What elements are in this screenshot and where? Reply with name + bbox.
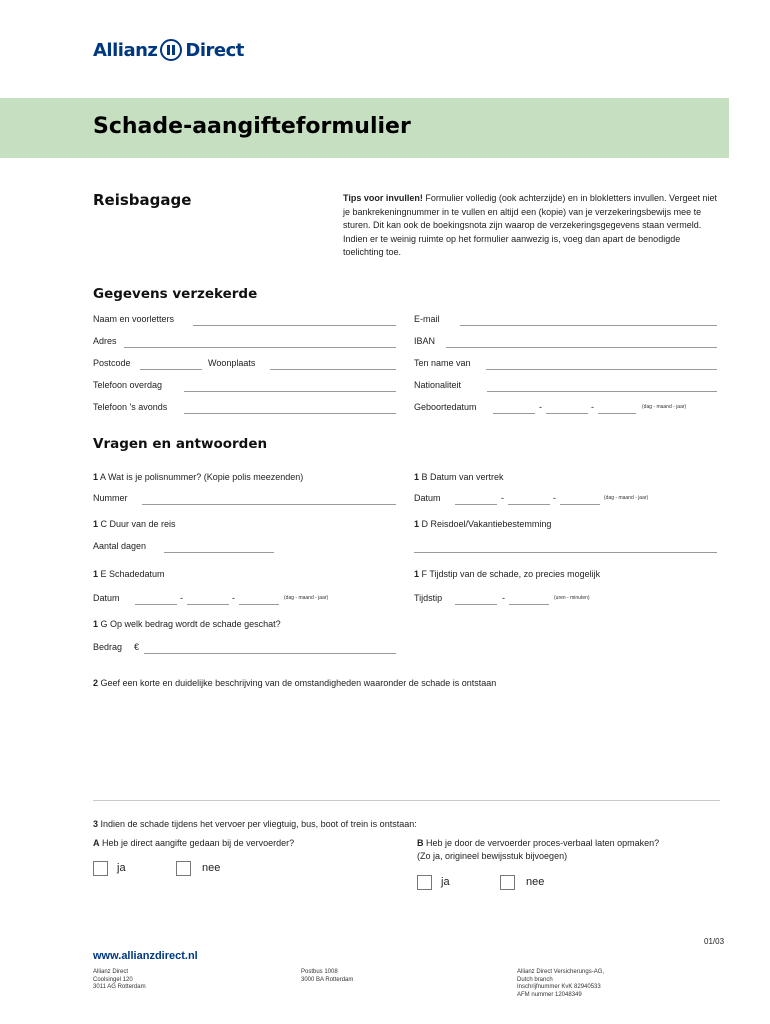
footer-line: 3000 BA Rotterdam (301, 976, 354, 983)
question-number: 1 (414, 472, 420, 482)
q3a-no-label: nee (202, 862, 221, 874)
page-title: Schade-aangifteformulier (93, 114, 411, 139)
footer-address (93, 969, 146, 992)
question-number: 1 (93, 519, 99, 529)
days-field[interactable] (164, 552, 274, 553)
footer-line: AFM nummer 12048349 (517, 991, 582, 998)
address-field[interactable] (124, 347, 396, 348)
time-separator: - (502, 593, 505, 603)
insured-heading: Gegevens verzekerde (93, 286, 258, 302)
question-text: Heb je direct aangifte gedaan bij de vervoerder? (99, 838, 295, 848)
policy-number-label: Nummer (93, 493, 128, 503)
allianz-eagle-icon (160, 39, 182, 61)
q3b-no-checkbox[interactable] (500, 875, 515, 890)
question-1g (93, 619, 281, 629)
iban-label: IBAN (414, 336, 436, 346)
question-1a (93, 472, 303, 482)
footer-line: Inschrijfnummer KvK 82940533 (517, 984, 601, 991)
question-1c (93, 519, 176, 529)
address-label: Adres (93, 336, 117, 346)
question-text: G Op welk bedrag wordt de schade geschat? (98, 619, 281, 629)
description-area[interactable] (93, 695, 720, 795)
nationality-label: Nationaliteit (414, 380, 462, 390)
name-field[interactable] (193, 325, 396, 326)
qa-heading: Vragen en antwoorden (93, 436, 268, 452)
birthdate-hint: (dag - maand - jaar) (642, 404, 687, 410)
birthdate-month-field[interactable] (546, 413, 588, 414)
q3b-yes-checkbox[interactable] (417, 875, 432, 890)
footer-line: Allianz Direct Versicherungs-AG, (517, 969, 605, 975)
question-number: 1 (414, 519, 420, 529)
damage-day-field[interactable] (135, 604, 177, 605)
damage-month-field[interactable] (187, 604, 229, 605)
email-field[interactable] (460, 325, 717, 326)
question-letter: A (93, 838, 100, 848)
question-number: 1 (93, 472, 99, 482)
question-3b-note: (Zo ja, origineel bewijsstuk bijvoegen) (417, 851, 568, 861)
date-separator: - (539, 402, 542, 412)
departure-year-field[interactable] (560, 504, 600, 505)
question-number: 2 (93, 678, 99, 688)
q3a-yes-checkbox[interactable] (93, 861, 108, 876)
tips-text (343, 192, 723, 260)
question-text: B Datum van vertrek (419, 472, 504, 482)
destination-field[interactable] (414, 552, 717, 553)
question-text: D Reisdoel/Vakantiebestemming (419, 519, 552, 529)
phone-evening-label: Telefoon 's avonds (93, 402, 168, 412)
question-text: Geef een korte en duidelijke beschrijving van de omstandigheden waaronder de schade is ontstaan (98, 678, 497, 688)
question-3b (417, 838, 659, 848)
question-letter: B (417, 838, 424, 848)
phone-evening-field[interactable] (184, 413, 396, 414)
question-number: 1 (93, 619, 99, 629)
tips-heading: Tips voor invullen! (343, 193, 423, 203)
question-3 (93, 819, 417, 829)
damage-date-hint: (dag - maand - jaar) (284, 595, 329, 601)
birthdate-label: Geboortedatum (414, 402, 477, 412)
question-2 (93, 678, 496, 688)
page-number: 01/03 (704, 937, 725, 946)
question-text: E Schadedatum (98, 569, 165, 579)
footer-line: Dutch branch (517, 976, 553, 983)
q3a-no-checkbox[interactable] (176, 861, 191, 876)
allianz-direct-logo (93, 38, 244, 62)
date-separator: - (553, 493, 556, 503)
logo-text-right: Direct (185, 39, 244, 61)
description-divider (93, 800, 720, 801)
question-number: 3 (93, 819, 99, 829)
footer-company (517, 969, 604, 999)
question-text: Indien de schade tijdens het vervoer per vliegtuig, bus, boot of trein is ontstaan: (98, 819, 417, 829)
departure-day-field[interactable] (455, 504, 497, 505)
birthdate-year-field[interactable] (598, 413, 636, 414)
logo-text-left: Allianz (93, 39, 158, 61)
departure-month-field[interactable] (508, 504, 550, 505)
question-3a (93, 838, 294, 848)
amount-label: Bedrag (93, 642, 123, 652)
footer-postal (301, 969, 353, 984)
nationality-field[interactable] (487, 391, 717, 392)
question-1f (414, 569, 600, 579)
question-text: A Wat is je polisnummer? (Kopie polis meezenden) (98, 472, 304, 482)
amount-field[interactable] (144, 653, 396, 654)
date-separator: - (591, 402, 594, 412)
date-separator: - (232, 593, 235, 603)
departure-date-label: Datum (414, 493, 441, 503)
postcode-field[interactable] (140, 369, 202, 370)
section-title: Reisbagage (93, 191, 192, 209)
question-number: 1 (93, 569, 99, 579)
date-separator: - (180, 593, 183, 603)
time-hours-field[interactable] (455, 604, 497, 605)
damage-date-label: Datum (93, 593, 120, 603)
policy-number-field[interactable] (142, 504, 396, 505)
footer-line: 3011 AG Rotterdam (93, 984, 146, 991)
q3b-no-label: nee (526, 876, 545, 888)
days-label: Aantal dagen (93, 541, 147, 551)
time-hint: (uren - minuten) (554, 595, 590, 601)
time-minutes-field[interactable] (509, 604, 549, 605)
tips-body: Formulier volledig (ook achterzijde) en in blokletters invullen. Vergeet niet je bankrekeningnummer in te vullen en altijd een (kopie) van je verzekeringsbewijs mee te sturen. Dit kan ook de boekingsnota zijn waarop de verzekeringsgegevens staan vermeld. Indien er te weinig ruimte op het formulier aanwezig is, voeg dan apart de benodigde toelichting toe. (343, 193, 718, 258)
website-link[interactable]: www.allianzdirect.nl (93, 950, 198, 962)
account-name-field[interactable] (486, 369, 717, 370)
euro-sign: € (134, 642, 140, 652)
birthdate-day-field[interactable] (493, 413, 535, 414)
question-number: 1 (414, 569, 420, 579)
name-label: Naam en voorletters (93, 314, 175, 324)
postcode-label: Postcode (93, 358, 131, 368)
account-name-label: Ten name van (414, 358, 471, 368)
question-1b (414, 472, 504, 482)
question-text: Heb je door de vervoerder proces-verbaal laten opmaken? (423, 838, 660, 848)
damage-year-field[interactable] (239, 604, 279, 605)
q3a-yes-label: ja (117, 862, 126, 874)
city-field[interactable] (270, 369, 396, 370)
footer-line: Postbus 1008 (301, 969, 338, 975)
date-separator: - (501, 493, 504, 503)
city-label: Woonplaats (208, 358, 256, 368)
q3b-yes-label: ja (441, 876, 450, 888)
question-text: F Tijdstip van de schade, zo precies mogelijk (419, 569, 601, 579)
time-label: Tijdstip (414, 593, 443, 603)
phone-day-label: Telefoon overdag (93, 380, 163, 390)
question-text: C Duur van de reis (98, 519, 176, 529)
question-1d (414, 519, 551, 529)
footer-line: Coolsingel 120 (93, 976, 133, 983)
phone-day-field[interactable] (184, 391, 396, 392)
departure-date-hint: (dag - maand - jaar) (604, 495, 649, 501)
email-label: E-mail (414, 314, 440, 324)
iban-field[interactable] (446, 347, 717, 348)
question-1e (93, 569, 165, 579)
footer-line: Allianz Direct (93, 969, 129, 975)
